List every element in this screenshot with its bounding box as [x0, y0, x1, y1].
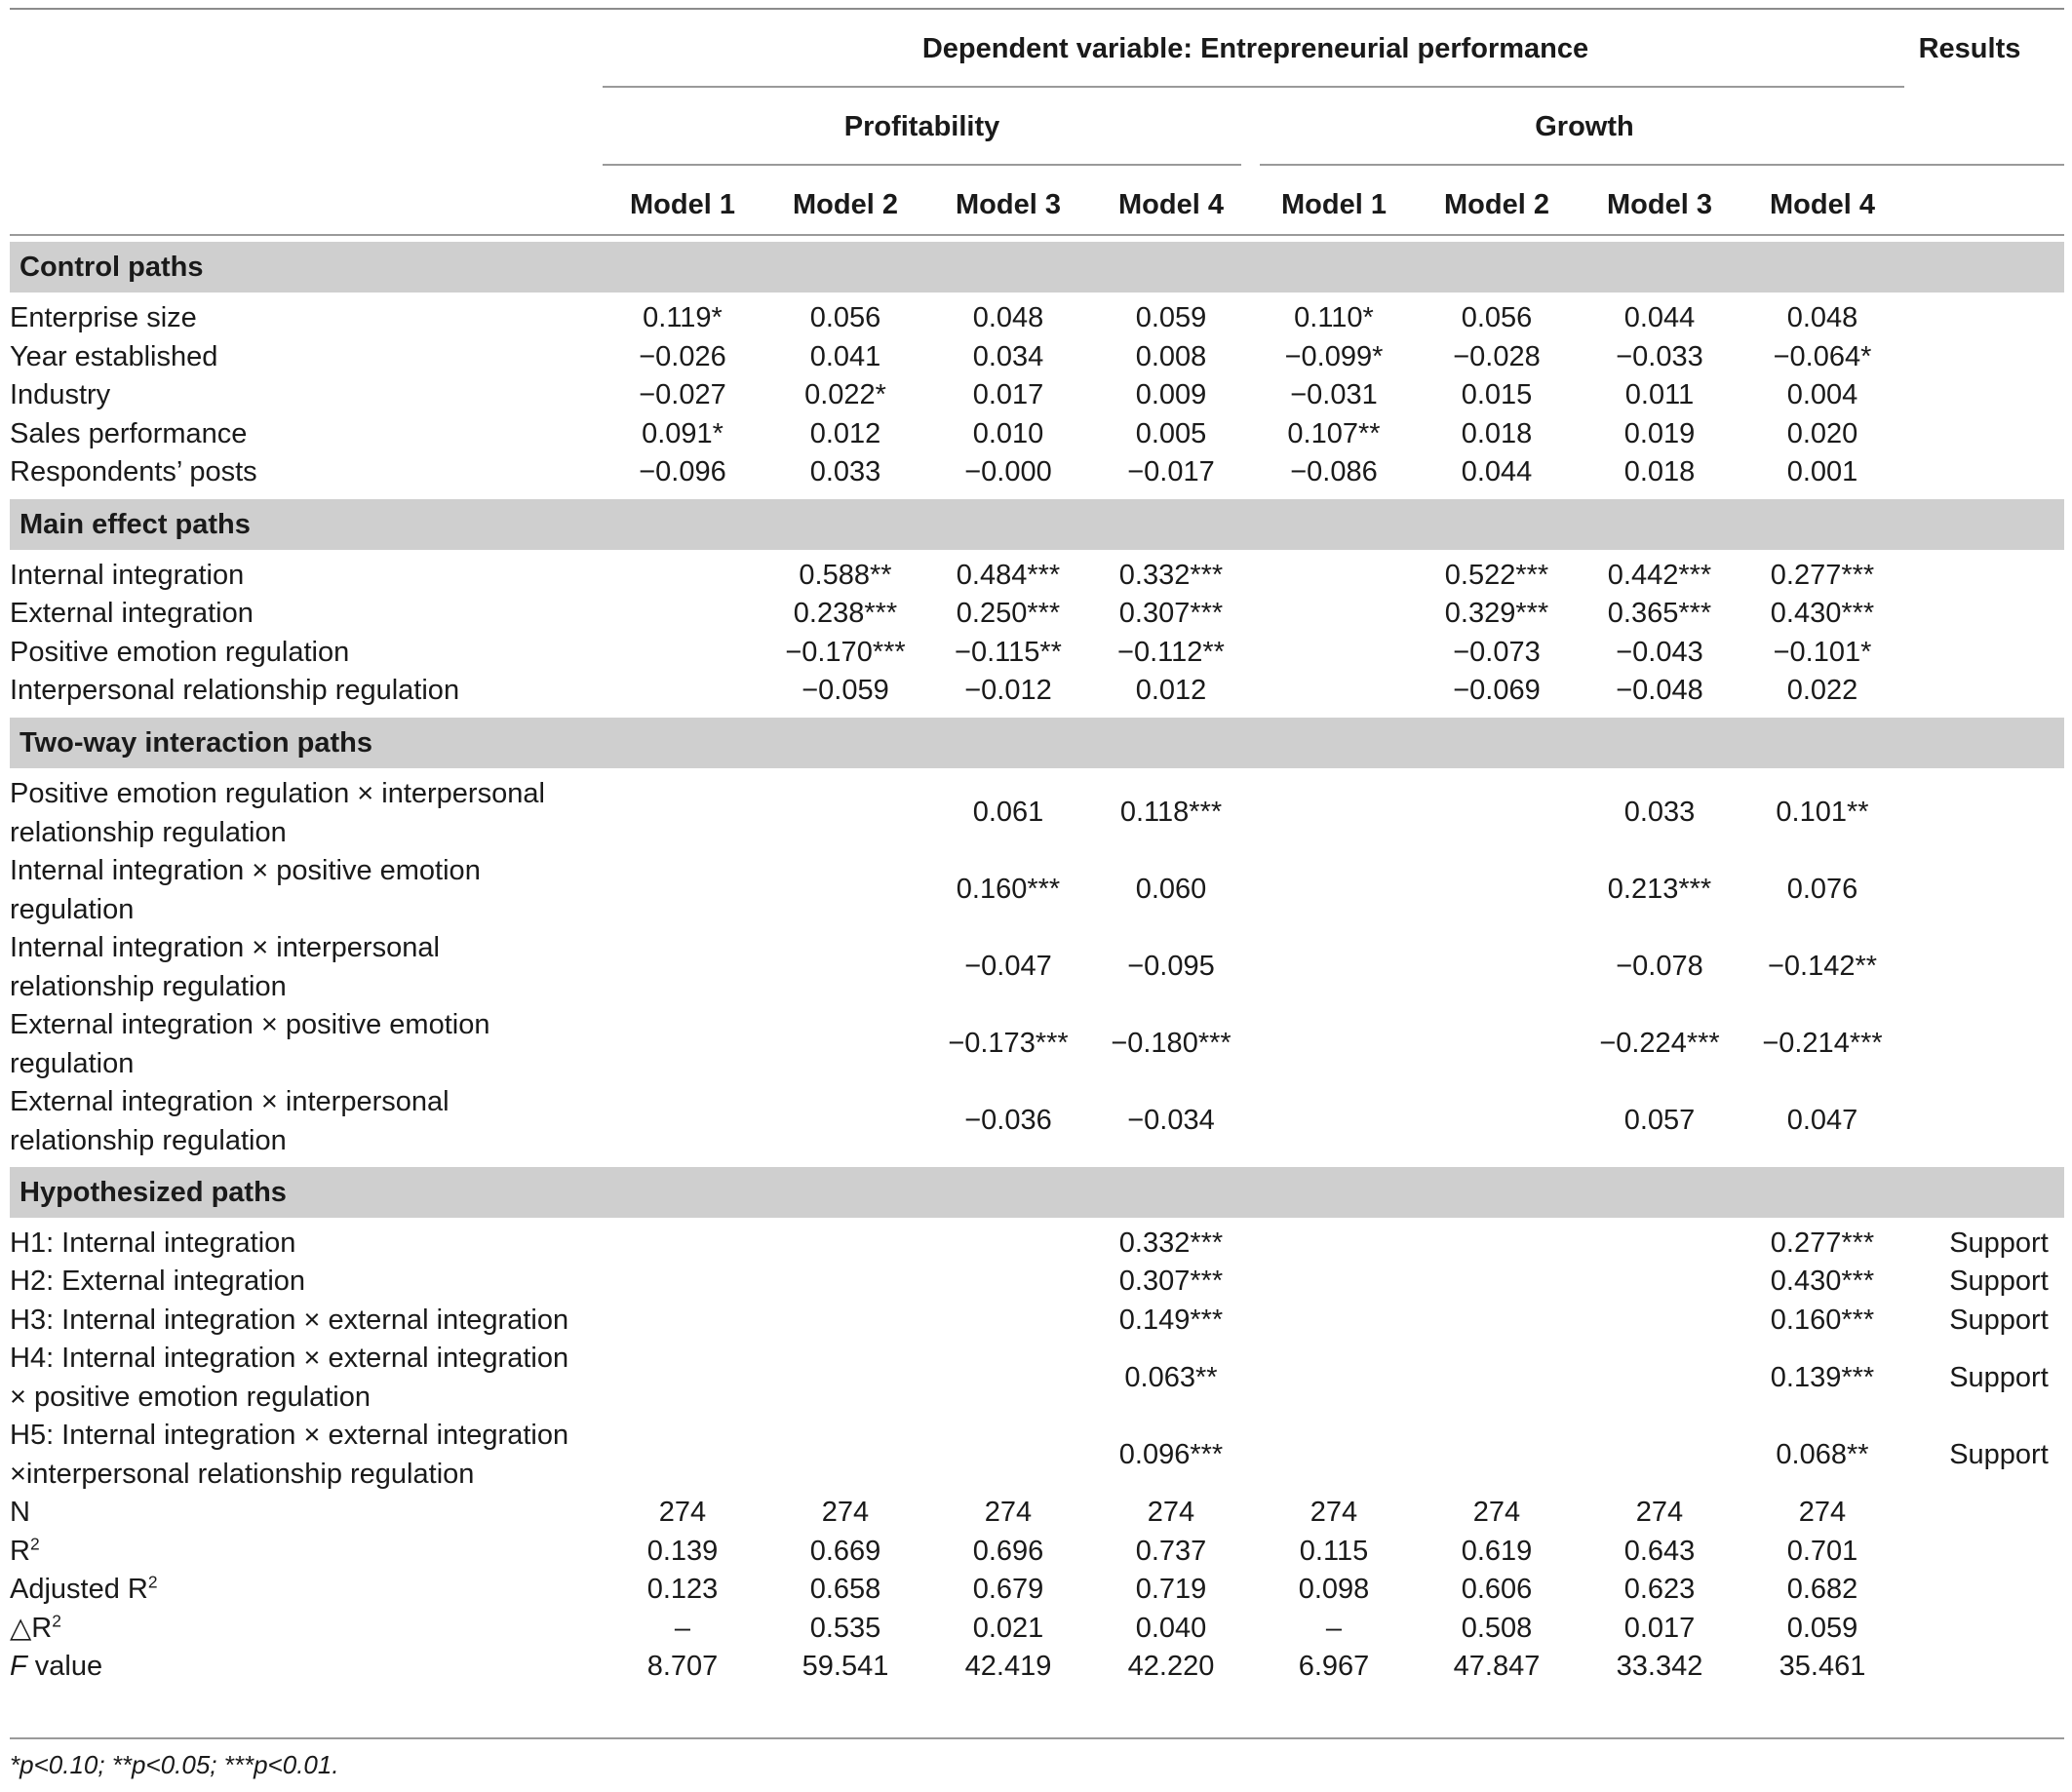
table-cell: 0.057	[1623, 1105, 1696, 1137]
stats-cell: 274	[1310, 1497, 1358, 1528]
section-header	[10, 242, 2064, 292]
table-cell: −0.101*	[1773, 636, 1872, 668]
stats-cell: 0.679	[972, 1574, 1044, 1605]
stats-row	[0, 1532, 2072, 1571]
model-header: Model 2	[793, 189, 898, 220]
table-cell: 0.017	[972, 379, 1044, 410]
stats-row	[0, 1647, 2072, 1686]
table-cell: 0.160***	[1770, 1304, 1875, 1336]
stats-cell: 0.123	[646, 1574, 719, 1605]
row-label: External integration × positive emotion regulation	[10, 1008, 490, 1079]
table-cell: −0.078	[1616, 951, 1703, 983]
stats-cell: 0.669	[809, 1535, 881, 1567]
stats-cell: 274	[821, 1497, 870, 1528]
table-cell: 0.048	[972, 302, 1044, 333]
table-cell: −0.112**	[1117, 636, 1225, 668]
table-cell: 0.033	[809, 456, 881, 487]
section-header	[10, 718, 2064, 768]
stats-cell: 42.419	[964, 1651, 1052, 1682]
stats-label-text: Adjusted R	[10, 1574, 148, 1605]
table-cell: −0.027	[639, 379, 726, 410]
table-row	[0, 1262, 2072, 1301]
table-cell: 0.022*	[804, 379, 886, 410]
row-label: Enterprise size	[10, 302, 197, 333]
table-cell: 0.101**	[1776, 797, 1869, 829]
result-cell: Support	[1949, 1438, 2049, 1470]
row-label: Positive emotion regulation	[10, 636, 350, 668]
stats-cell: 274	[1472, 1497, 1521, 1528]
table-cell: −0.069	[1453, 675, 1541, 706]
stats-cell: 0.719	[1135, 1574, 1207, 1605]
model-header: Model 2	[1444, 189, 1549, 220]
table-cell: 0.107**	[1287, 417, 1381, 449]
section-title: Two-way interaction paths	[20, 726, 373, 759]
stats-cell: 0.017	[1623, 1612, 1696, 1644]
table-row	[0, 375, 2072, 414]
stats-cell: 0.682	[1786, 1574, 1858, 1605]
table-cell: 0.044	[1461, 456, 1533, 487]
table-cell: −0.142**	[1767, 951, 1878, 983]
growth-header: Growth	[1535, 111, 1634, 142]
stats-label	[10, 1493, 585, 1532]
row-label: H1: Internal integration	[10, 1227, 296, 1259]
stats-cell: 47.847	[1453, 1651, 1541, 1682]
table-cell: −0.031	[1290, 379, 1378, 410]
table-cell: 0.041	[809, 340, 881, 372]
table-cell: −0.170***	[785, 636, 906, 668]
table-cell: 0.048	[1786, 302, 1858, 333]
table-cell: 0.011	[1624, 379, 1695, 410]
table-cell: −0.180***	[1111, 1028, 1231, 1060]
stats-cell: 42.220	[1127, 1651, 1215, 1682]
table-row	[0, 298, 2072, 337]
row-label: External integration × interpersonal relationship regulation	[10, 1085, 450, 1156]
results-header: Results	[1918, 33, 2021, 64]
table-cell: 0.277***	[1770, 559, 1875, 591]
section-header	[10, 1167, 2064, 1218]
result-cell: Support	[1949, 1266, 2049, 1297]
table-cell: 0.329***	[1444, 598, 1549, 629]
stats-cell: 0.535	[809, 1612, 881, 1644]
row-label: External integration	[10, 598, 254, 629]
result-cell: Support	[1949, 1227, 2049, 1259]
table-cell: 0.332***	[1118, 1227, 1224, 1259]
stats-label	[10, 1609, 585, 1648]
profitability-underline	[603, 164, 1241, 166]
model-header: Model 3	[956, 189, 1061, 220]
table-cell: 0.012	[809, 417, 881, 449]
model-header: Model 3	[1607, 189, 1712, 220]
table-cell: 0.096***	[1118, 1438, 1224, 1470]
row-label: H2: External integration	[10, 1266, 306, 1297]
stats-label: F value	[10, 1651, 103, 1682]
table-cell: 0.020	[1786, 417, 1858, 449]
superscript: 2	[29, 1533, 40, 1553]
section-header	[10, 499, 2064, 550]
table-cell: 0.307***	[1118, 598, 1224, 629]
stats-cell: 0.643	[1623, 1535, 1696, 1567]
stats-cell: –	[674, 1612, 691, 1644]
stats-cell: 0.623	[1623, 1574, 1696, 1605]
stats-cell: 0.606	[1461, 1574, 1533, 1605]
bottom-rule	[10, 1737, 2064, 1739]
table-cell: 0.119*	[643, 302, 723, 333]
table-cell: 0.005	[1135, 417, 1207, 449]
row-label: Internal integration	[10, 559, 245, 591]
stats-cell: 274	[1147, 1497, 1195, 1528]
table-cell: 0.044	[1623, 302, 1696, 333]
table-cell: 0.118***	[1119, 797, 1223, 829]
table-cell: 0.068**	[1776, 1438, 1869, 1470]
section-title: Control paths	[20, 252, 204, 283]
table-cell: 0.091*	[642, 417, 723, 449]
row-label: Interpersonal relationship regulation	[10, 675, 460, 706]
header-bottom-rule	[10, 234, 2064, 236]
table-cell: −0.173***	[948, 1028, 1069, 1060]
row-label: Respondents’ posts	[10, 456, 257, 487]
stats-cell: 59.541	[801, 1651, 889, 1682]
row-label: H5: Internal integration × external integration ×interpersonal relationship regulation	[10, 1420, 569, 1490]
table-cell: −0.000	[964, 456, 1052, 487]
table-cell: 0.365***	[1607, 598, 1712, 629]
stats-cell: 35.461	[1779, 1651, 1866, 1682]
table-cell: 0.149***	[1118, 1304, 1224, 1336]
stats-label	[10, 1532, 585, 1571]
table-cell: −0.017	[1127, 456, 1215, 487]
table-cell: 0.588**	[799, 559, 892, 591]
table-cell: 0.442***	[1607, 559, 1712, 591]
table-cell: −0.028	[1453, 340, 1541, 372]
stats-cell: 0.696	[972, 1535, 1044, 1567]
table-row	[0, 337, 2072, 376]
table-cell: 0.009	[1135, 379, 1207, 410]
stats-label-text: △R	[10, 1612, 53, 1644]
table-row	[0, 1005, 2072, 1082]
table-cell: 0.160***	[956, 874, 1061, 906]
table-cell: 0.056	[1461, 302, 1533, 333]
stats-cell: 6.967	[1298, 1651, 1370, 1682]
model-header: Model 1	[1281, 189, 1387, 220]
table-cell: 0.250***	[956, 598, 1061, 629]
table-cell: −0.073	[1453, 636, 1541, 668]
table-cell: 0.076	[1786, 874, 1858, 906]
table-cell: 0.061	[972, 797, 1044, 829]
table-row	[0, 1301, 2072, 1340]
stats-row	[0, 1570, 2072, 1609]
table-cell: 0.033	[1623, 797, 1696, 829]
stats-cell: 0.021	[972, 1612, 1044, 1644]
growth-underline	[1260, 164, 2064, 166]
table-cell: 0.022	[1786, 675, 1858, 706]
table-row	[0, 633, 2072, 672]
table-cell: −0.047	[964, 951, 1052, 983]
table-cell: 0.238***	[793, 598, 898, 629]
table-cell: −0.043	[1616, 636, 1703, 668]
table-cell: 0.059	[1135, 302, 1207, 333]
table-row	[0, 1224, 2072, 1263]
table-row	[0, 851, 2072, 928]
table-cell: 0.307***	[1118, 1266, 1224, 1297]
stats-cell: 0.658	[809, 1574, 881, 1605]
stats-cell: 0.619	[1461, 1535, 1533, 1567]
row-label: Sales performance	[10, 417, 248, 449]
table-cell: −0.036	[964, 1105, 1052, 1137]
table-cell: 0.019	[1623, 417, 1696, 449]
table-cell: 0.332***	[1118, 559, 1224, 591]
table-cell: −0.095	[1127, 951, 1215, 983]
table-cell: 0.277***	[1770, 1227, 1875, 1259]
result-cell: Support	[1949, 1304, 2049, 1336]
section-title: Hypothesized paths	[20, 1176, 287, 1208]
row-label: Positive emotion regulation × interpersonal relationship regulation	[10, 777, 545, 848]
table-cell: −0.059	[801, 675, 889, 706]
stats-cell: 0.737	[1135, 1535, 1207, 1567]
stats-cell: 0.040	[1135, 1612, 1207, 1644]
stats-cell: 274	[1798, 1497, 1847, 1528]
table-cell: 0.001	[1786, 456, 1858, 487]
footnote: *p<0.10; **p<0.05; ***p<0.01.	[10, 1750, 339, 1779]
model-header: Model 4	[1118, 189, 1224, 220]
profitability-header: Profitability	[843, 111, 1000, 142]
stats-cell: 0.139	[646, 1535, 719, 1567]
superscript: 2	[52, 1610, 61, 1630]
table-cell: −0.115**	[955, 636, 1062, 668]
table-cell: −0.033	[1616, 340, 1703, 372]
table-cell: −0.086	[1290, 456, 1378, 487]
table-cell: 0.522***	[1444, 559, 1549, 591]
result-cell: Support	[1949, 1361, 2049, 1393]
stats-row	[0, 1609, 2072, 1648]
table-cell: 0.047	[1786, 1105, 1858, 1137]
table-cell: 0.034	[972, 340, 1044, 372]
table-cell: −0.096	[639, 456, 726, 487]
table-cell: 0.139***	[1770, 1361, 1875, 1393]
stats-cell: 8.707	[646, 1651, 719, 1682]
table-cell: −0.048	[1616, 675, 1703, 706]
table-row	[0, 594, 2072, 633]
stats-cell: 0.098	[1298, 1574, 1370, 1605]
stats-label-text: R	[10, 1535, 30, 1567]
table-cell: 0.430***	[1770, 1266, 1875, 1297]
table-row	[0, 414, 2072, 453]
stats-label	[10, 1570, 585, 1609]
table-cell: 0.060	[1135, 874, 1207, 906]
top-rule	[10, 8, 2064, 10]
table-cell: −0.099*	[1284, 340, 1384, 372]
table-cell: 0.004	[1786, 379, 1858, 410]
row-label: Internal integration × interpersonal relationship regulation	[10, 931, 440, 1002]
table-row	[0, 928, 2072, 1005]
section-title: Main effect paths	[20, 508, 251, 540]
table-row	[0, 774, 2072, 851]
table-cell: 0.010	[972, 417, 1044, 449]
table-row	[0, 452, 2072, 491]
table-cell: −0.012	[964, 675, 1052, 706]
stats-cell: 274	[984, 1497, 1033, 1528]
stats-cell: 0.508	[1461, 1612, 1533, 1644]
superscript: 2	[147, 1572, 158, 1592]
model-header: Model 4	[1770, 189, 1875, 220]
table-cell: −0.026	[639, 340, 726, 372]
table-row	[0, 1082, 2072, 1159]
row-label: H4: Internal integration × external integration × positive emotion regulation	[10, 1343, 569, 1413]
table-row	[0, 1416, 2072, 1493]
table-row	[0, 556, 2072, 595]
stats-cell: 274	[658, 1497, 707, 1528]
table-cell: 0.213***	[1607, 874, 1712, 906]
table-cell: 0.063**	[1124, 1361, 1218, 1393]
table-cell: −0.224***	[1599, 1028, 1720, 1060]
table-cell: 0.018	[1461, 417, 1533, 449]
table-cell: 0.018	[1623, 456, 1696, 487]
dependent-variable-header: Dependent variable: Entrepreneurial performance	[921, 33, 1589, 64]
stats-cell: 33.342	[1616, 1651, 1703, 1682]
stats-label-text: N	[10, 1497, 30, 1528]
table-cell: −0.064*	[1773, 340, 1872, 372]
stats-cell: 274	[1635, 1497, 1684, 1528]
row-label: Internal integration × positive emotion regulation	[10, 854, 481, 925]
row-label: H3: Internal integration × external integration	[10, 1304, 569, 1336]
table-cell: −0.214***	[1762, 1028, 1883, 1060]
stats-cell: 0.059	[1786, 1612, 1858, 1644]
table-cell: −0.034	[1127, 1105, 1215, 1137]
stats-cell: 0.701	[1786, 1535, 1858, 1567]
stats-cell: 0.115	[1299, 1535, 1369, 1567]
dependent-underline	[603, 86, 1904, 88]
table-cell: 0.056	[809, 302, 881, 333]
table-cell: 0.015	[1461, 379, 1533, 410]
table-cell: 0.110*	[1294, 302, 1374, 333]
stats-cell: –	[1325, 1612, 1343, 1644]
stats-row	[0, 1493, 2072, 1532]
table-cell: 0.430***	[1770, 598, 1875, 629]
row-label: Year established	[10, 340, 218, 372]
row-label: Industry	[10, 379, 111, 410]
table-row	[0, 671, 2072, 710]
table-cell: 0.008	[1135, 340, 1207, 372]
model-header: Model 1	[630, 189, 735, 220]
table-cell: 0.012	[1135, 675, 1207, 706]
table-cell: 0.484***	[956, 559, 1061, 591]
table-row	[0, 1339, 2072, 1416]
